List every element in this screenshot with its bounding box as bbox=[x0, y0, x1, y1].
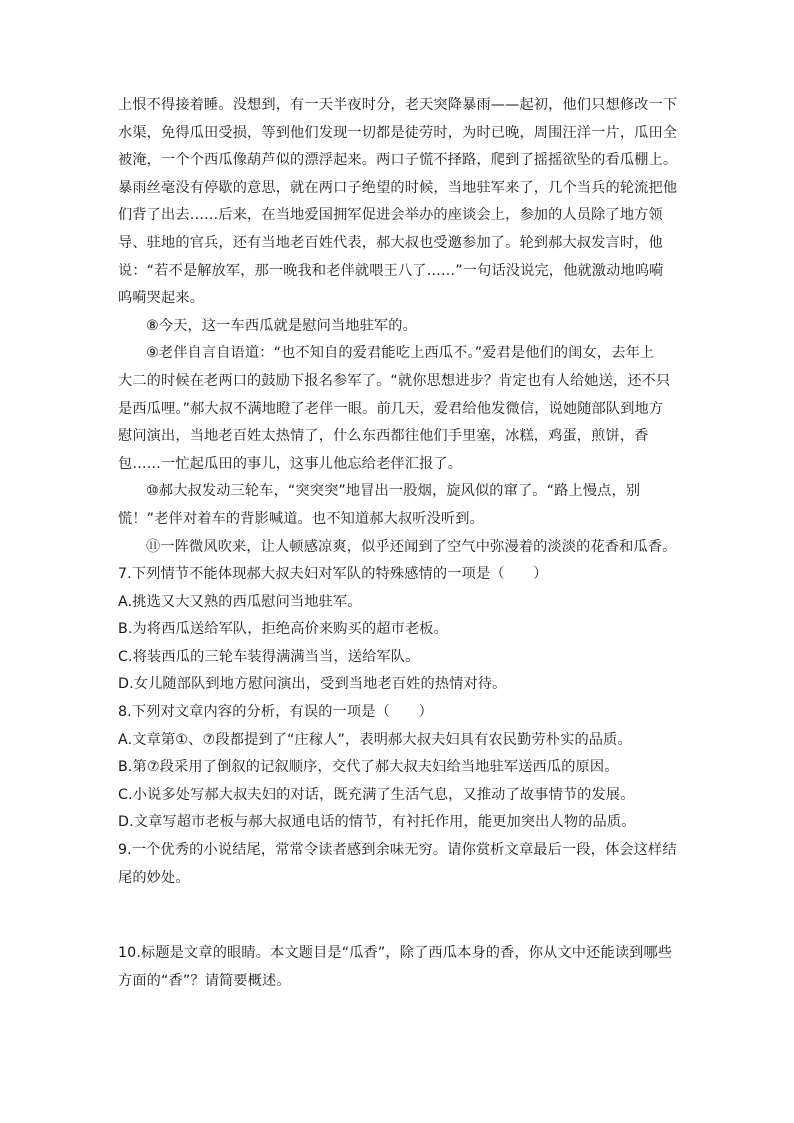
question-stem-line: 方面的“香”？请简要概述。 bbox=[118, 972, 291, 989]
question-option: C.将装西瓜的三轮车装得满满当当，送给军队。 bbox=[118, 648, 420, 665]
text-line: 慰问演出，当地老百姓太热情了，什么东西都往他们手里塞，冰糕，鸡蛋，煎饼，香 bbox=[118, 428, 649, 445]
question-stem: 7.下列情节不能体现郝大叔夫妇对军队的特殊感情的一项是（ ） bbox=[118, 566, 548, 583]
text-line: 说：“若不是解放军，那一晚我和老伴就喂王八了……”一句话没说完，他就激动地呜嗬 bbox=[118, 262, 664, 279]
question-10 bbox=[118, 940, 673, 995]
question-stem-line: 9.一个优秀的小说结尾，常常令读者感到余味无穷。请你赏析文章最后一段，体会这样结 bbox=[118, 842, 677, 859]
text-line: ⑩郝大叔发动三轮车，“突突突”地冒出一股烟，旋风似的窜了。“路上慢点，别 bbox=[146, 483, 641, 500]
question-option: C.小说多处写郝大叔夫妇的对话，既充满了生活气息，又推动了故事情节的发展。 bbox=[118, 786, 635, 803]
question-8 bbox=[118, 699, 670, 837]
text-line: ⑨老伴自言自语道：“也不知自的爱君能吃上西瓜不。”爱君是他们的闺女，去年上 bbox=[146, 345, 655, 362]
text-line: 呜嗬哭起来。 bbox=[118, 290, 205, 307]
question-stem-line: 10.标题是文章的眼睛。本文题目是“瓜香”，除了西瓜本身的香，你从文中还能读到哪些 bbox=[118, 945, 673, 962]
passage-paragraph-11: ⑪一阵微风吹来，让人顿感凉爽，似乎还闻到了空气中弥漫着的淡淡的花香和瓜香。 bbox=[146, 538, 677, 555]
question-option: A.挑选又大又熟的西瓜慰问当地驻军。 bbox=[118, 593, 362, 610]
question-stem-line: 尾的妙处。 bbox=[118, 869, 190, 886]
question-option: B.第⑦段采用了倒叙的记叙顺序，交代了郝大叔夫妇给当地驻军送西瓜的原因。 bbox=[118, 759, 619, 776]
text-line: 导、驻地的官兵，还有当地老百姓代表，郝大叔也受邀参加了。轮到郝大叔发言时，他 bbox=[118, 234, 663, 251]
document-page bbox=[118, 92, 678, 995]
passage-paragraph-10 bbox=[118, 478, 670, 533]
answer-space bbox=[118, 892, 670, 940]
question-option: A.文章第①、⑦段都提到了“庄稼人”，表明郝大叔夫妇具有农民勤劳朴实的品质。 bbox=[118, 731, 632, 748]
question-option: B.为将西瓜送给军队，拒绝高价来购买的超市老板。 bbox=[118, 621, 448, 638]
text-line: 慌！”老伴对着车的背影喊道。也不知道郝大叔听没听到。 bbox=[118, 510, 484, 527]
question-option: D.女儿随部队到地方慰问演出，受到当地老百姓的热情对待。 bbox=[118, 676, 507, 693]
text-line: 是西瓜哩。”郝大叔不满地瞪了老伴一眼。前几天，爱君给他发微信，说她随部队到地方 bbox=[118, 400, 664, 417]
text-line: 被淹，一个个西瓜像葫芦似的漂浮起来。两口子慌不择路，爬到了摇摇欲坠的看瓜棚上。 bbox=[118, 152, 678, 169]
text-line: 们背了出去……后来，在当地爱国拥军促进会举办的座谈会上，参加的人员除了地方领 bbox=[118, 207, 663, 224]
question-stem: 8.下列对文章内容的分析，有误的一项是（ ） bbox=[118, 704, 433, 721]
text-line: 水渠，免得瓜田受损，等到他们发现一切都是徒劳时，为时已晚，周围汪洋一片，瓜田全 bbox=[118, 124, 678, 141]
question-option: D.文章写超市老板与郝大叔通电话的情节，有衬托作用，能更加突出人物的品质。 bbox=[118, 814, 636, 831]
passage-paragraph-7 bbox=[118, 92, 678, 313]
text-line: 大二的时候在老两口的鼓励下报名参军了。“就你思想进步？肯定也有人给她送，还不只 bbox=[118, 372, 671, 389]
passage-paragraph-8: ⑧今天，这一车西瓜就是慰问当地驻军的。 bbox=[146, 317, 417, 334]
question-9 bbox=[118, 837, 677, 892]
passage-paragraph-9 bbox=[118, 340, 670, 478]
text-line: 包……一忙起瓜田的事儿，这事儿他忘给老伴汇报了。 bbox=[118, 455, 463, 472]
text-line: 上恨不得接着睡。没想到，有一天半夜时分，老天突降暴雨——起初，他们只想修改一下 bbox=[118, 97, 678, 113]
text-line: 暴雨丝毫没有停歇的意思，就在两口子绝望的时候，当地驻军来了，几个当兵的轮流把他 bbox=[118, 179, 678, 196]
question-7 bbox=[118, 561, 670, 699]
